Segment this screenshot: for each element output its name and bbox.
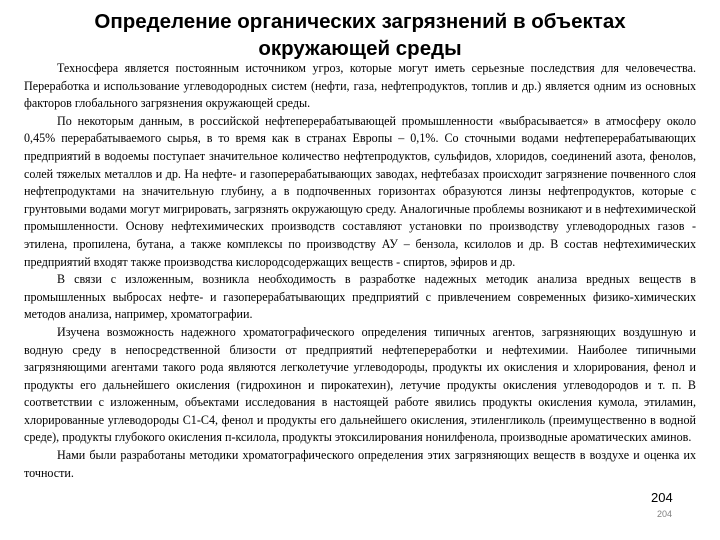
slide-title: [20, 8, 700, 62]
paragraph-methods-need: В связи с изложенным, возникла необходимость в разработке надежных методик анализа вредных веществ в промышленных выбросах нефте- и газоперерабатывающих предприятий с привлечением современных физико-химических методов анализа, например, хроматографии.: [24, 272, 696, 322]
slide-title-line-1: Определение органических загрязнений в объектах: [94, 10, 626, 33]
paragraph-emissions-data: По некоторым данным, в российской нефтеперерабатывающей промышленности «выбрасывается» в атмосферу около 0,45% перерабатываемого сырья, в то время как в странах Европы – 0,1%. Со сточными водами нефтеперерабатывающих предприятий в водоемы поступает значительное количество нефтепродуктов, сульфидов, хлоридов, соединений азота, фенолов, солей тяжелых металлов и др. На нефте- и газоперерабатывающих заводах, нефтебазах происходит загрязнение почвенного слоя нефтепродуктами на значительную глубину, а в подпочвенных горизонтах образуются линзы нефтепродуктов, которые с грунтовыми водами могут мигрировать, загрязнять окружающую среду. Аналогичные проблемы возникают и в нефтехимической промышленности. Основу нефтехимических производств составляют установки по производству углеводородных газов - этилена, пропилена, бутана, а также комплексы по производству АУ – бензола, ксилолов и др. В состав нефтехимических предприятий входят также производства кислородсодержащих веществ - спиртов, эфиров и др.: [24, 113, 696, 269]
footer-page-number: 204: [657, 509, 673, 519]
paragraph-chromatography-study: Изучена возможность надежного хроматографического определения типичных агентов, загрязняющих воздушную и водную среду в непосредственной близости от предприятий нефтепереработки и нефтехимии. Наиболее типичными загрязняющими агентами такого рода являются легколетучие углеводороды, продукты их окисления и хлорирования, фенол и продукты его дальнейшего окисления (гидрохинон и пирокатехин), летучие продукты окисления углеводородов и т. п. В соответствии с изложенным, объектами исследования в настоящей работе явились продукты окисления кумола, этиламин, хлорированные углеводороды С1-С4, фенол и продукты его дальнейшего окисления, этиленгликоль (преимущественно в водной среде), продукты глубокого окисления п-ксилола, продукты этоксилирования нонилфенола, производные ароматических аминов.: [24, 324, 696, 445]
slide-title-line-2: окружающей среды: [258, 37, 462, 60]
paragraph-conclusion: Нами были разработаны методики хроматографического определения этих загрязняющих веществ в воздухе и оценка их точности.: [24, 448, 696, 480]
paragraph-technosphere: Техносфера является постоянным источником угроз, которые могут иметь серьезные последствия для человечества. Переработка и использование углеводородных систем (нефти, газа, нефтепродуктов, топлив и др.) является одним из основных факторов глобального загрязнения окружающей среды.: [24, 61, 696, 111]
page-number: 204: [651, 490, 673, 505]
body-text: [24, 60, 696, 482]
